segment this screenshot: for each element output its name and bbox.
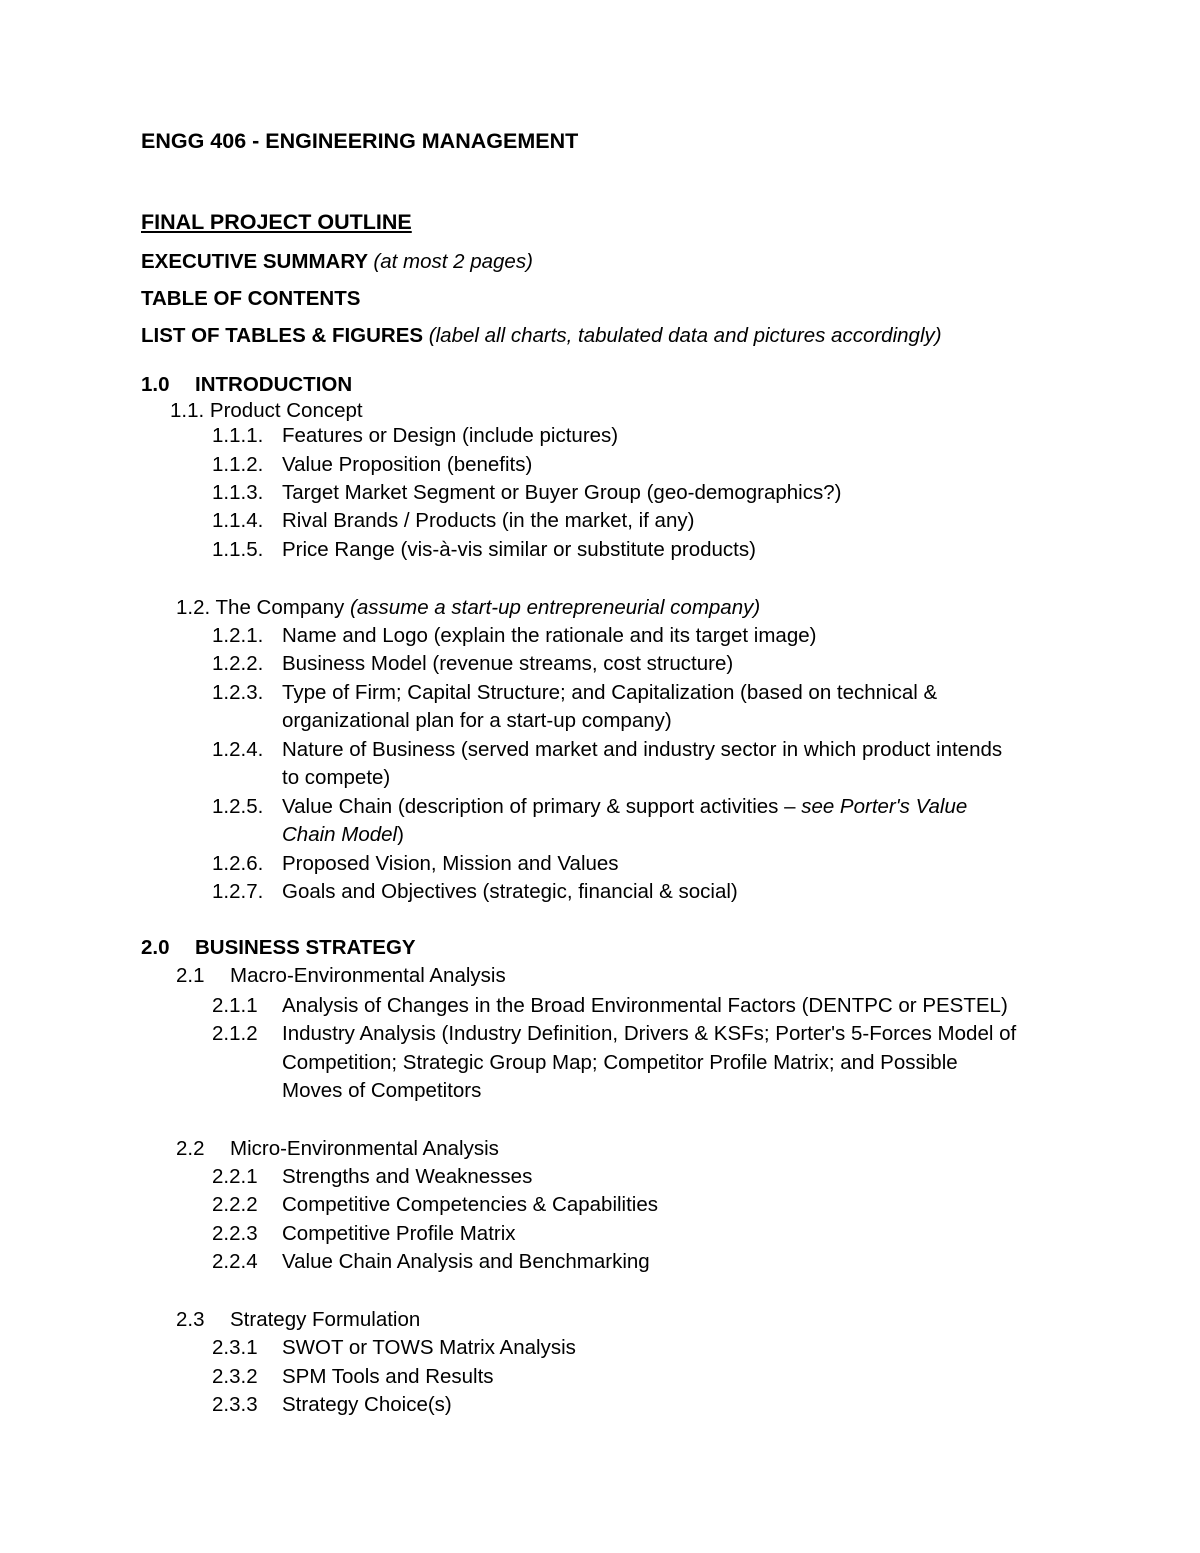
outline-heading: FINAL PROJECT OUTLINE xyxy=(141,210,412,234)
list-item xyxy=(212,740,1112,762)
item-text: Price Range (vis-à-vis similar or substitute products) xyxy=(282,538,756,561)
item-text-emphasis: Chain Model xyxy=(282,823,398,846)
subsection-title: Strategy Formulation xyxy=(230,1308,421,1331)
item-text: Name and Logo (explain the rationale and its target image) xyxy=(282,624,817,647)
item-number: 2.2.2 xyxy=(212,1193,258,1216)
item-text: Competitive Profile Matrix xyxy=(282,1222,516,1245)
item-number: 2.2.1 xyxy=(212,1165,258,1188)
section-heading xyxy=(141,375,541,397)
item-text-plain: Value Chain (description of primary & support activities – xyxy=(282,795,802,818)
item-text: Value Proposition (benefits) xyxy=(282,453,533,476)
item-number: 1.2.4. xyxy=(212,738,264,761)
subsection-heading xyxy=(176,598,760,619)
item-number: 2.3.1 xyxy=(212,1336,258,1359)
item-text: SPM Tools and Results xyxy=(282,1365,494,1388)
subsection-title: Macro-Environmental Analysis xyxy=(230,964,506,987)
list-item xyxy=(212,854,1112,876)
subsection-title: Micro-Environmental Analysis xyxy=(230,1137,499,1160)
item-number: 2.1.2 xyxy=(212,1022,258,1045)
item-text-continued xyxy=(282,825,404,846)
item-text: Proposed Vision, Mission and Values xyxy=(282,852,619,875)
item-text-continued: Moves of Competitors xyxy=(282,1079,482,1102)
item-number: 1.1.1. xyxy=(212,424,264,447)
item-text-continued: to compete) xyxy=(282,766,391,789)
list-item xyxy=(212,1024,1112,1046)
list-item xyxy=(212,1167,1112,1189)
front-matter-label: TABLE OF CONTENTS xyxy=(141,287,361,310)
subsection-number: 2.3 xyxy=(176,1308,205,1331)
list-item xyxy=(212,540,1112,562)
list-item xyxy=(212,426,1112,448)
item-text: Business Model (revenue streams, cost structure) xyxy=(282,652,734,675)
item-number: 2.1.1 xyxy=(212,994,258,1017)
front-matter-label: LIST OF TABLES & FIGURES xyxy=(141,324,424,347)
item-number: 1.1.3. xyxy=(212,481,264,504)
subsection-number: 2.2 xyxy=(176,1137,205,1160)
item-number: 1.1.5. xyxy=(212,538,264,561)
item-text xyxy=(282,797,967,818)
item-text: SWOT or TOWS Matrix Analysis xyxy=(282,1336,576,1359)
list-item xyxy=(212,654,1112,676)
item-text: Goals and Objectives (strategic, financial & social) xyxy=(282,880,738,903)
list-item xyxy=(212,996,1112,1018)
front-matter-executive-summary xyxy=(141,252,533,273)
subsection-number: 1.1. xyxy=(170,399,205,422)
subsection-heading xyxy=(170,401,363,422)
list-item xyxy=(212,455,1112,477)
item-text: Industry Analysis (Industry Definition, Drivers & KSFs; Porter's 5-Forces Model of xyxy=(282,1022,1017,1045)
list-item xyxy=(212,511,1112,533)
list-item xyxy=(212,683,1112,705)
list-item xyxy=(212,1224,1112,1246)
subsection-number: 2.1 xyxy=(176,964,205,987)
list-item xyxy=(212,483,1112,505)
list-item xyxy=(212,882,1112,904)
front-matter-note: (at most 2 pages) xyxy=(373,250,533,273)
item-number: 1.2.1. xyxy=(212,624,264,647)
subsection-note: (assume a start-up entrepreneurial company) xyxy=(350,596,761,619)
list-item xyxy=(212,1395,1112,1417)
item-text: Value Chain Analysis and Benchmarking xyxy=(282,1250,650,1273)
item-number: 1.2.2. xyxy=(212,652,264,675)
item-text-plain: ) xyxy=(397,823,404,846)
subsection-heading xyxy=(176,1310,776,1332)
item-text: Features or Design (include pictures) xyxy=(282,424,619,447)
list-item xyxy=(212,1252,1112,1274)
list-item xyxy=(212,1338,1112,1360)
item-text-continued: organizational plan for a start-up company) xyxy=(282,709,672,732)
item-text: Rival Brands / Products (in the market, if any) xyxy=(282,509,695,532)
item-number: 1.2.6. xyxy=(212,852,264,875)
item-number: 1.1.4. xyxy=(212,509,264,532)
item-number: 2.3.3 xyxy=(212,1393,258,1416)
front-matter-list-of-tables xyxy=(141,326,942,347)
list-item xyxy=(212,797,1112,819)
section-heading xyxy=(141,938,541,960)
list-item xyxy=(212,1367,1112,1389)
item-text: Nature of Business (served market and industry sector in which product intends xyxy=(282,738,1003,761)
subsection-number: 1.2. xyxy=(176,596,211,619)
item-text: Strengths and Weaknesses xyxy=(282,1165,533,1188)
item-text-emphasis: see Porter's Value xyxy=(801,795,968,818)
item-text: Target Market Segment or Buyer Group (geo-demographics?) xyxy=(282,481,842,504)
section-number: 1.0 xyxy=(141,373,170,396)
item-text-continued: Competition; Strategic Group Map; Competitor Profile Matrix; and Possible xyxy=(282,1051,958,1074)
item-text: Type of Firm; Capital Structure; and Capitalization (based on technical & xyxy=(282,681,938,704)
item-number: 2.2.4 xyxy=(212,1250,258,1273)
item-number: 2.3.2 xyxy=(212,1365,258,1388)
item-text: Analysis of Changes in the Broad Environmental Factors (DENTPC or PESTEL) xyxy=(282,994,1008,1017)
item-number: 1.1.2. xyxy=(212,453,264,476)
item-number: 2.2.3 xyxy=(212,1222,258,1245)
list-item xyxy=(212,1195,1112,1217)
subsection-heading xyxy=(176,1139,776,1161)
section-title: INTRODUCTION xyxy=(195,373,353,396)
section-number: 2.0 xyxy=(141,936,170,959)
item-text: Strategy Choice(s) xyxy=(282,1393,452,1416)
section-title: BUSINESS STRATEGY xyxy=(195,936,416,959)
front-matter-note: (label all charts, tabulated data and pictures accordingly) xyxy=(428,324,942,347)
course-title: ENGG 406 - ENGINEERING MANAGEMENT xyxy=(141,129,579,153)
item-number: 1.2.7. xyxy=(212,880,264,903)
item-number: 1.2.5. xyxy=(212,795,264,818)
item-number: 1.2.3. xyxy=(212,681,264,704)
front-matter-label: EXECUTIVE SUMMARY xyxy=(141,250,368,273)
subsection-heading xyxy=(176,966,776,988)
front-matter-table-of-contents xyxy=(141,289,360,310)
subsection-title: Product Concept xyxy=(209,399,363,422)
subsection-title: The Company xyxy=(215,596,345,619)
list-item xyxy=(212,626,1112,648)
item-text: Competitive Competencies & Capabilities xyxy=(282,1193,659,1216)
